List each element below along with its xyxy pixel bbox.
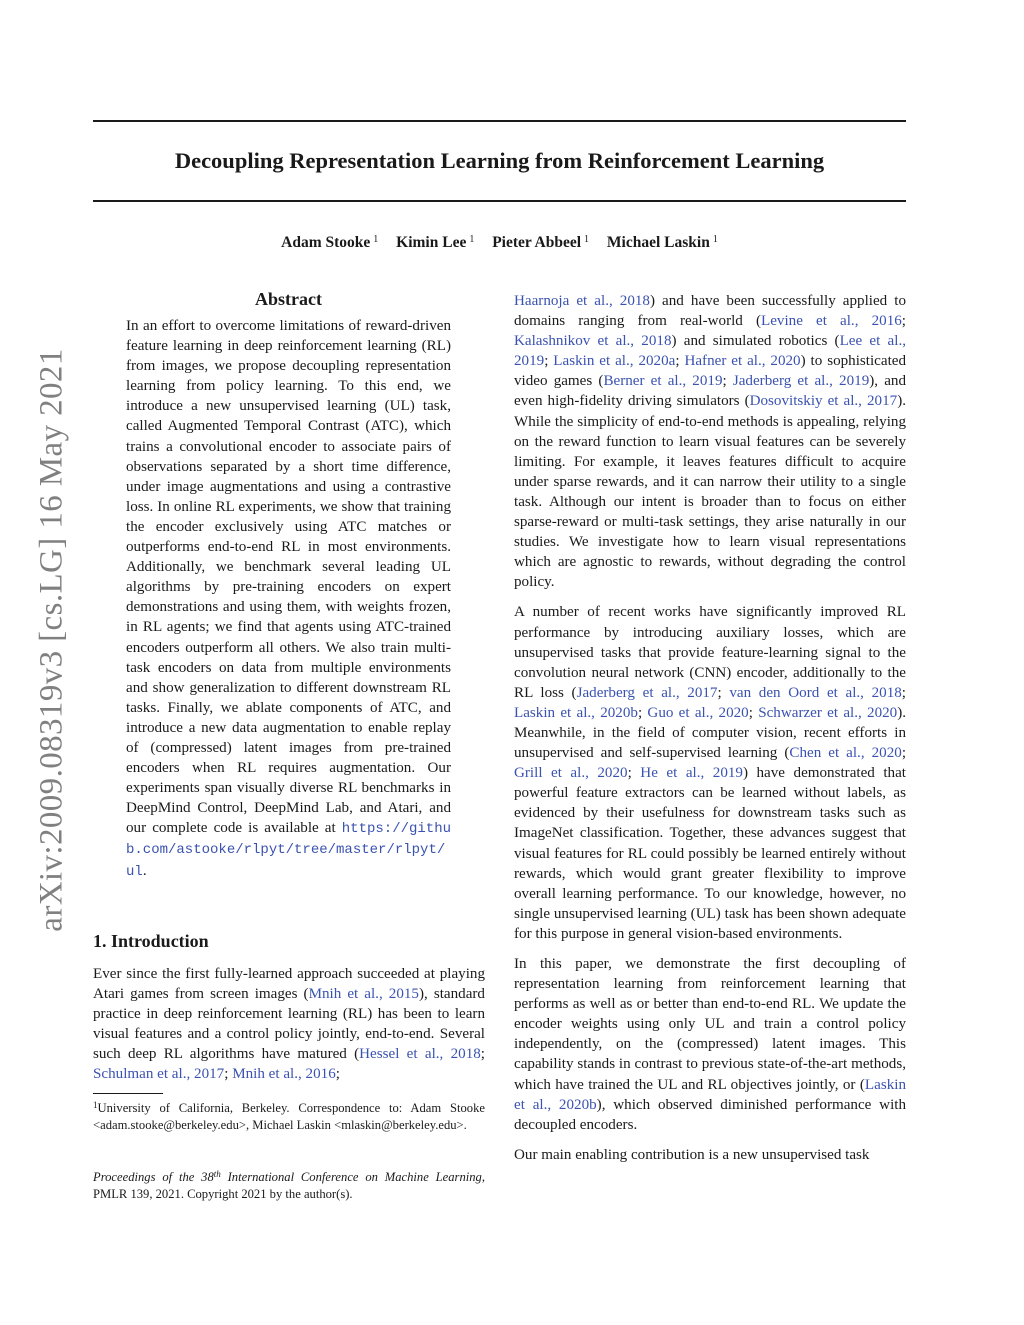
affiliation-mark: 1 xyxy=(712,234,718,245)
author xyxy=(607,234,718,251)
text-run: ). Meanwhile, in the field of computer vision, recent efforts in unsupervised and self-supervised learning ( xyxy=(514,704,907,762)
abstract-text: In an effort to overcome limitations of reward-driven feature learning in deep reinforcement learning (RL) from images, we propose decoupling representation learning from policy learning. To this end, we introduce a new unsupervised learning (UL) task, called Augmented Temporal Contrast (ATC), which trains a convolutional encoder to associate pairs of observations separated by a short time difference, under image augmentations and using a contrastive loss. In online RL experiments, we show that training the encoder exclusively using ATC matches or outperforms end-to-end RL in most environments. Additionally, we benchmark several leading UL algorithms by pre-training encoders on expert demonstrations and using them, with weights frozen, in RL agents; we find that agents using ATC-trained encoders outperform all others. We also train multi-task encoders on data from multiple environments and show generalization to different downstream RL tasks. Finally, we ablate components of ATC, and introduce a new data augmentation to enable replay of (compressed) latent images from pre-trained encoders when RL requires augmentation. Our experiments span visually diverse RL benchmarks in DeepMind Control, DeepMind Lab, and Atari, and our complete code is available at https://github.com/astooke/rlpyt/tree/master/rlpyt/ul. xyxy=(126,318,451,880)
text-run: ; xyxy=(224,1066,233,1083)
author-list xyxy=(93,234,906,252)
paper-title: Decoupling Representation Learning from Reinforcement Learning xyxy=(174,148,825,173)
body-paragraph xyxy=(514,954,906,1135)
text-run: ), which observed diminished performance with decoupled encoders. xyxy=(514,1096,906,1133)
proceedings-venue: Proceedings of the 38th International Conference on Machine Learning xyxy=(93,1169,482,1184)
citation-link[interactable]: Guo et al., 2020 xyxy=(647,704,749,721)
abstract-paragraph: In an effort to overcome limitations of reward-driven feature learning in deep reinforcement learning (RL) from images, we propose decoupling representation learning from policy learning. To this end, we introduce a new unsupervised learning (UL) task, called Augmented Temporal Contrast (ATC), which trains a convolutional encoder to associate pairs of observations separated by a short time difference, under image augmentations and using a contrastive loss. In online RL experiments, we show that training the encoder exclusively using ATC matches or outperforms end-to-end RL in most environments. Additionally, we benchmark several leading UL algorithms by pre-training encoders on expert demonstrations and using them, with weights frozen, in RL agents; we find that agents using ATC-trained encoders outperform all others. We also train multi-task encoders on data from multiple environments and show generalization to different downstream RL tasks. Finally, we ablate components of ATC, and introduce a new data augmentation to enable replay of (compressed) latent images from pre-trained encoders when RL requires augmentation. Our experiments span visually diverse RL benchmarks in DeepMind Control, DeepMind Lab, and Atari, and our complete code is available at xyxy=(126,318,451,837)
citation-link[interactable]: Kalashnikov et al., 2018 xyxy=(514,333,672,350)
citation-link[interactable]: van den Oord et al., 2018 xyxy=(729,684,902,701)
text-run: Ever since the first fully-learned approach succeeded at playing Atari games from screen images ( xyxy=(93,966,485,1003)
text-run: ; xyxy=(544,353,554,370)
body-paragraph xyxy=(514,602,906,944)
citation-link[interactable]: Mnih et al., 2015 xyxy=(308,986,419,1003)
author-name: Adam Stooke xyxy=(281,234,371,251)
footnote-mark: 1 xyxy=(93,1100,98,1110)
citation-link[interactable]: Laskin et al., 2020b xyxy=(514,704,638,721)
affiliation-mark: 1 xyxy=(469,234,475,245)
citation-link[interactable]: Lee et al., 2019 xyxy=(514,333,906,370)
text-run: ) and simulated robotics ( xyxy=(671,333,840,350)
text-run: ; xyxy=(637,704,648,721)
arxiv-identifier: arXiv:2009.08319v3 [cs.LG] 16 May 2021 xyxy=(33,348,70,932)
citation-link[interactable]: Jaderberg et al., 2017 xyxy=(576,684,718,701)
citation-link[interactable]: Jaderberg et al., 2019 xyxy=(732,373,870,390)
text-run: ), standard practice in deep reinforcement learning (RL) has been to learn visual features and a control policy jointly, end-to-end. Several such deep RL algorithms have matured ( xyxy=(93,986,485,1063)
author-name: Kimin Lee xyxy=(396,234,467,251)
text-run: ; xyxy=(627,765,641,782)
proceedings-copyright: , PMLR 139, 2021. Copyright 2021 by the author(s). xyxy=(93,1170,485,1201)
citation-link[interactable]: Schulman et al., 2017 xyxy=(93,1066,225,1083)
affiliation-mark: 1 xyxy=(584,234,590,245)
section-heading-introduction: 1. Introduction xyxy=(93,931,209,951)
author xyxy=(281,234,378,251)
text-run: ). While the simplicity of end-to-end methods is appealing, relying on the reward function to learn visual features can be severely limiting. For example, it leaves features difficult to acquire under sparse rewards, and it can narrow their utility to a single task. Although our intent is broader than to focus on either sparse-reward or multi-task settings, they arise naturally in our studies. We investigate how to learn visual representations which are agnostic to rewards, without degrading the control policy. xyxy=(514,393,906,591)
citation-link[interactable]: Hessel et al., 2018 xyxy=(359,1046,481,1063)
citation-link[interactable]: Laskin et al., 2020a xyxy=(553,353,676,370)
citation-link[interactable]: Schwarzer et al., 2020 xyxy=(758,704,898,721)
author xyxy=(396,234,474,251)
text-run: ; xyxy=(722,373,733,390)
text-run: ) have demonstrated that powerful feature extractors can be learned without labels, as evidenced by their usefulness for downstream tasks such as ImageNet classification. Together, these advances suggest that visual features for RL could possibly be learned entirely without rewards, which would grant greater flexibility to improve overall learning performance. To our knowledge, however, no single unsupervised learning (UL) task has been shown adequate for this purpose in general vision-based environments. xyxy=(514,765,906,942)
citation-link[interactable]: Grill et al., 2020 xyxy=(514,765,628,782)
citation-link[interactable]: Laskin et al., 2020b xyxy=(514,1076,906,1113)
citation-link[interactable]: Haarnoja et al., 2018 xyxy=(514,293,650,309)
abstract-heading: Abstract xyxy=(255,289,322,309)
author-name: Pieter Abbeel xyxy=(492,234,582,251)
text-run: ) to sophisticated video games ( xyxy=(514,353,907,390)
text-run: ; xyxy=(748,704,759,721)
right-column xyxy=(514,291,906,1175)
affiliation-mark: 1 xyxy=(373,234,379,245)
text-run: ), and even high-fidelity driving simulators ( xyxy=(514,373,907,410)
text-run: In this paper, we demonstrate the first decoupling of representation learning from reinforcement learning that performs as well as or better than end-to-end RL. We update the encoder weights using only UL and train a control policy independently, on the (compressed) latent images. This capability stands in contrast to previous state-of-the-art methods, which have trained the UL and RL objectives jointly, or ( xyxy=(514,956,906,1093)
citation-link[interactable]: Dosovitskiy et al., 2017 xyxy=(749,393,898,410)
text-run: Our main enabling contribution is a new unsupervised task xyxy=(514,1146,870,1163)
title-rule-top xyxy=(93,120,906,122)
citation-link[interactable]: Berner et al., 2019 xyxy=(603,373,723,390)
text-run: A number of recent works have significantly improved RL performance by introducing auxiliary losses, which are unsupervised tasks that provide feature-learning signal to the convolution neural network (CNN) encoder, additionally to the RL loss ( xyxy=(514,604,906,701)
footnote-rule xyxy=(93,1093,163,1094)
title-rule-bottom xyxy=(93,200,906,202)
footnote-text: University of California, Berkeley. Correspondence to: Adam Stooke <adam.stooke@berkeley.edu>, Michael Laskin <mlaskin@berkeley.edu>. xyxy=(93,1101,485,1132)
author-name: Michael Laskin xyxy=(606,234,710,251)
text-run: ; xyxy=(717,684,730,701)
author xyxy=(492,234,589,251)
text-run: ; xyxy=(901,745,907,762)
code-link[interactable]: https://github.com/astooke/rlpyt/tree/master/rlpyt/ul xyxy=(126,821,451,880)
text-run: ; xyxy=(901,684,906,701)
text-run: ; xyxy=(675,353,685,370)
text-run: ; xyxy=(480,1046,485,1063)
affiliation-footnote xyxy=(93,1097,485,1134)
citation-link[interactable]: He et al., 2019 xyxy=(640,765,743,782)
body-paragraph xyxy=(514,291,906,592)
proceedings-note xyxy=(93,1166,485,1203)
citation-link[interactable]: Levine et al., 2016 xyxy=(760,313,902,330)
intro-paragraph xyxy=(93,964,485,1085)
body-paragraph xyxy=(514,1145,906,1165)
citation-link[interactable]: Chen et al., 2020 xyxy=(789,745,902,762)
text-run: ) and have been successfully applied to domains ranging from real-world ( xyxy=(514,293,907,330)
citation-link[interactable]: Hafner et al., 2020 xyxy=(684,353,801,370)
citation-link[interactable]: Mnih et al., 2016 xyxy=(232,1066,336,1083)
text-run: ; xyxy=(901,313,906,330)
text-run: ; xyxy=(335,1066,340,1083)
